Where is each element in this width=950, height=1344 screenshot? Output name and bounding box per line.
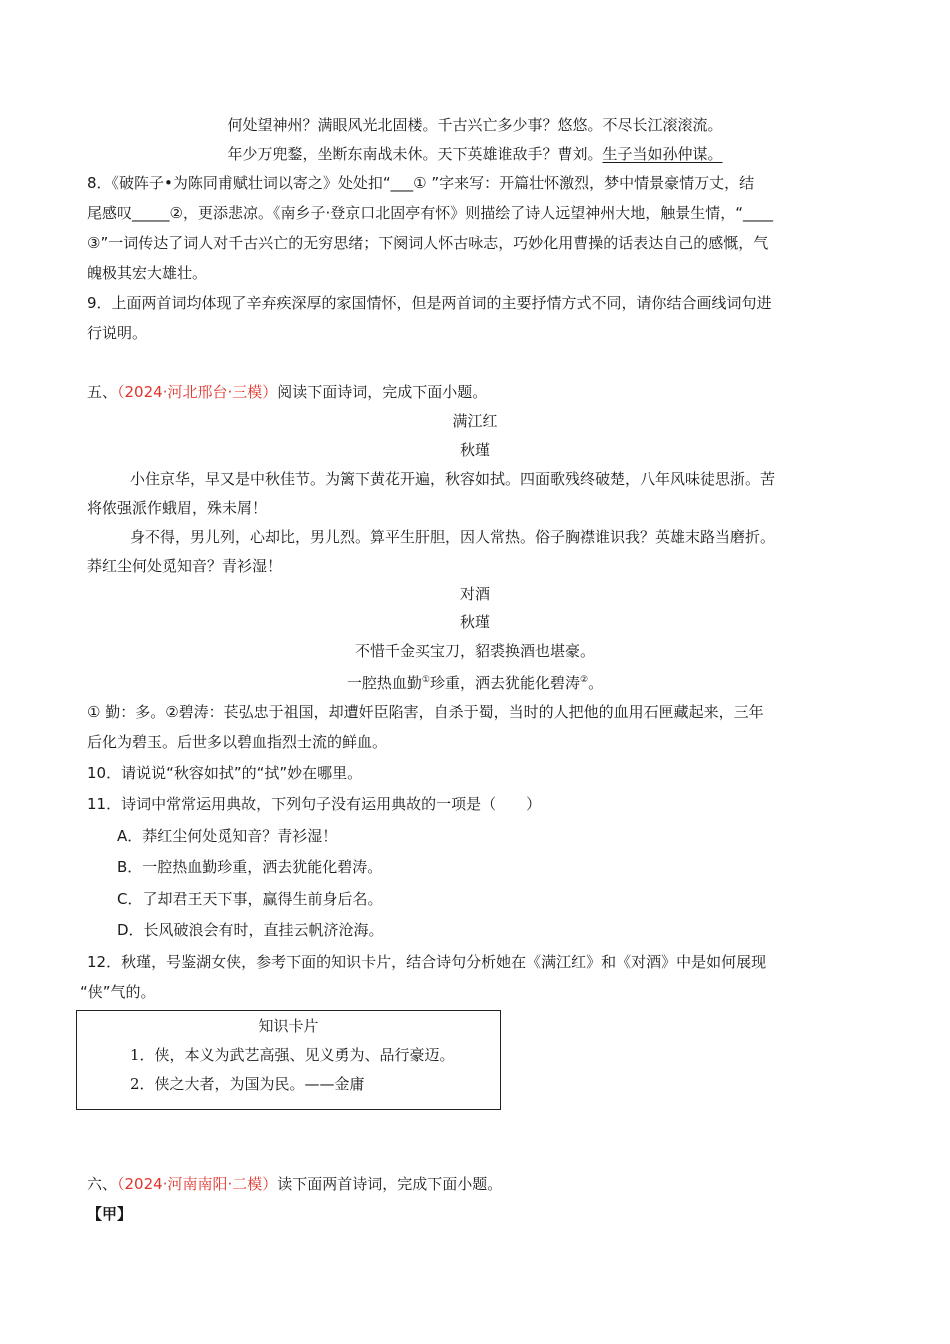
poem-text: 。 (588, 674, 604, 692)
poem-text: 珍重，洒去犹能化碧涛 (429, 674, 580, 692)
poem-text: 一腔热血勤 (346, 674, 422, 692)
question-11: 11．诗词中常常运用典故，下列句子没有运用典故的一项是（ ） (87, 795, 542, 813)
question-9-line2: 行说明。 (87, 324, 148, 342)
source-tag: （2024·河北邢台·三模） (117, 383, 278, 401)
poem-verse (0, 669, 950, 694)
poem-verse: 莽红尘何处觅知音？青衫湿！ (87, 557, 283, 575)
question-8-line1: 8．《破阵子•为陈同甫赋壮词以寄之》处处扣“___① ”字来写：开篇壮怀激烈，梦中情景豪情万丈，结 (87, 174, 755, 192)
poem-verse: 将侬强派作蛾眉，殊未屑！ (87, 499, 268, 517)
section-6-heading (87, 1173, 502, 1195)
poem-title: 对酒 (459, 585, 490, 603)
underlined-phrase: 生子当如孙仲谋。 (602, 145, 723, 163)
question-9-line1: 9．上面两首词均体现了辛弃疾深厚的家国情怀，但是两首词的主要抒情方式不同，请你结合画线词句进 (87, 294, 772, 312)
poem-verse: 小住京华，早又是中秋佳节。为篱下黄花开遍，秋容如拭。四面歌残终破楚，八年风味徒思浙。苦 (130, 470, 776, 488)
section-number: 六、 (87, 1175, 118, 1193)
question-10: 10．请说说“秋容如拭”的“拭”妙在哪里。 (87, 764, 363, 782)
poem-author: 秋瑾 (459, 441, 490, 459)
option-a: A．莽红尘何处觅知音？青衫湿！ (117, 827, 338, 845)
poem-title: 满江红 (452, 412, 498, 430)
section-5-heading (87, 381, 487, 403)
source-tag: （2024·河南南阳·二模） (117, 1175, 278, 1193)
poem-line (0, 143, 950, 165)
question-12-line1: 12．秋瑾，号鉴湖女侠，参考下面的知识卡片，结合诗句分析她在《满江红》和《对酒》中是如何展现 (87, 953, 767, 971)
knowledge-card-title: 知识卡片 (258, 1017, 319, 1035)
knowledge-card-item: 1．侠，本义为武艺高强、见义勇为、品行豪迈。 (130, 1046, 455, 1064)
knowledge-card-item (130, 1073, 365, 1095)
poem-line: 何处望神州？满眼风光北固楼。千古兴亡多少事？悠悠。不尽长江滚滚流。 (227, 116, 723, 134)
question-8-line3: ③”一词传达了词人对千古兴亡的无穷思绪；下阕词人怀古咏志，巧妙化用曹操的话表达自己的感慨，气 (87, 234, 769, 252)
poem-label-jia: 【甲】 (87, 1205, 133, 1223)
option-b: B．一腔热血勤珍重，洒去犹能化碧涛。 (117, 858, 383, 876)
annotation-line2: 后化为碧玉。后世多以碧血指烈士流的鲜血。 (87, 733, 388, 751)
section-instruction: 读下面两首诗词，完成下面小题。 (277, 1175, 503, 1193)
footnote-marker: ② (580, 675, 589, 685)
annotation-line1: ① 勤：多。②碧涛：苌弘忠于祖国，却遭奸臣陷害，自杀于蜀，当时的人把他的血用石匣藏起来，三年 (87, 703, 764, 721)
section-number: 五、 (87, 383, 118, 401)
card-attribution: ——金庸 (304, 1075, 365, 1093)
question-8-line2: 尾感叹_____②，更添悲凉。《南乡子·登京口北固亭有怀》则描绘了诗人远望神州大地，触景生情，“____ (87, 204, 773, 222)
poem-author: 秋瑾 (459, 613, 490, 631)
footnote-marker: ① (421, 675, 430, 685)
card-text: 2．侠之大者，为国为民。 (130, 1075, 305, 1093)
option-c: C．了却君王天下事，赢得生前身后名。 (117, 890, 383, 908)
poem-verse: 不惜千金买宝刀，貂裘换酒也堪豪。 (354, 642, 595, 660)
option-d: D．长风破浪会有时，直挂云帆济沧海。 (117, 921, 384, 939)
poem-verse: 身不得，男儿列，心却比，男儿烈。算平生肝胆，因人常热。俗子胸襟谁识我？英雄末路当磨折。 (130, 528, 776, 546)
question-8-line4: 魄极其宏大雄壮。 (87, 264, 208, 282)
question-12-line2: “侠”气的。 (80, 983, 156, 1001)
poem-text: 年少万兜鍪，坐断东南战未休。天下英雄谁敌手？曹刘。 (227, 145, 603, 163)
section-instruction: 阅读下面诗词，完成下面小题。 (277, 383, 488, 401)
